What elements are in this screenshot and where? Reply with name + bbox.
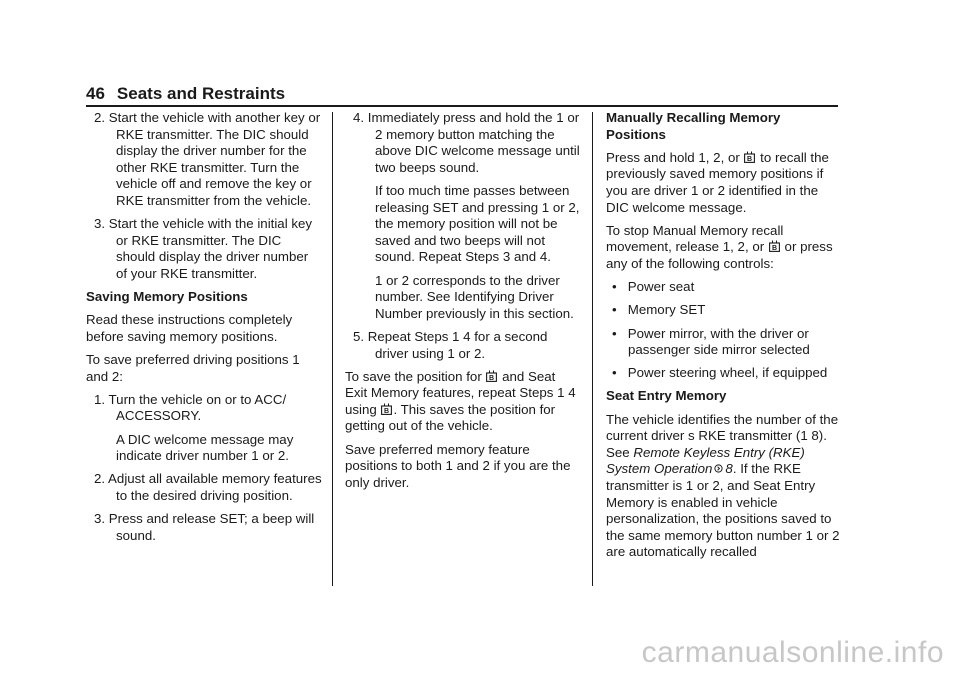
bullet-item <box>606 326 842 359</box>
column-2 <box>345 110 581 498</box>
svg-text:B: B <box>771 245 777 253</box>
text: and Seat Exit Memory features, repeat Steps 1 4 using <box>345 368 576 417</box>
step-note: 1 or 2 corresponds to the driver number. See Identifying Driver Number previously in this section. <box>375 272 574 321</box>
bullet-text: Power steering wheel, if equipped <box>627 365 828 381</box>
svg-text:B: B <box>747 155 753 163</box>
watermark: carmanualsonline.info <box>641 636 944 669</box>
paragraph: To save preferred driving positions 1 and 2: <box>86 352 300 384</box>
bullet-text: Power seat <box>627 279 695 295</box>
heading-saving-memory: Saving Memory Positions <box>86 289 248 305</box>
text: to recall the previously saved memory positions if you are driver 1 or 2 identified in the DIC welcome message. <box>606 149 829 215</box>
bullet-text: Memory SET <box>627 302 706 318</box>
page-header <box>86 84 285 104</box>
text: To stop Manual Memory recall movement, release 1, 2, or <box>606 222 784 255</box>
bullet-icon: • <box>612 302 617 318</box>
step-4: 4. Immediately press and hold the 1 or 2 memory button matching the above DIC welcome message until two beeps sound. <box>353 110 580 175</box>
header-rule <box>86 105 838 107</box>
step-3: 3. Start the vehicle with the initial key or RKE transmitter. The DIC should display the driver number of your RKE transmitter. <box>94 216 313 281</box>
text: . This saves the position for getting out of the vehicle. <box>345 401 556 434</box>
heading-seat-entry-memory: Seat Entry Memory <box>606 388 727 404</box>
column-1 <box>86 110 322 551</box>
memory-b-button-icon <box>486 370 497 382</box>
bullet-item <box>606 365 842 382</box>
paragraph-stop-recall <box>606 223 842 273</box>
section-title: Seats and Restraints <box>116 84 286 103</box>
page-number: 46 <box>86 84 105 103</box>
cross-reference-link[interactable]: Remote Keyless Entry (RKE) System Operation <box>606 444 805 477</box>
bullet-item <box>606 302 842 319</box>
step-5: 5. Repeat Steps 1 4 for a second driver using 1 or 2. <box>353 328 548 361</box>
text: To save the position for <box>345 368 486 384</box>
bullet-icon: • <box>612 279 617 295</box>
heading-manual-recall: Manually Recalling Memory Positions <box>606 110 781 142</box>
memory-b-button-icon <box>769 240 780 252</box>
step-2: 2. Start the vehicle with another key or RKE transmitter. The DIC should display the driver number for the other RKE transmitter. Turn the vehicle off and remove the key or RKE transmitter from the vehicle. <box>94 110 321 208</box>
step-1: 1. Turn the vehicle on or to ACC/ ACCESSORY. <box>94 391 287 424</box>
paragraph: Save preferred memory feature positions to both 1 and 2 if you are the only driver. <box>345 441 571 490</box>
svg-text:B: B <box>384 407 390 415</box>
bullet-item <box>606 279 842 296</box>
text: . If the RKE transmitter is 1 or 2, and Seat Entry Memory is enabled in vehicle personalization, the positions saved to the same memory button number 1 or 2 are automatically recalled <box>606 461 840 560</box>
step-note: If too much time passes between releasing SET and pressing 1 or 2, the memory position will not be saved and two beeps will not sound. Repeat Steps 3 and 4. <box>375 182 580 265</box>
text: The vehicle identifies the number of the current driver s RKE transmitter (1 8). See <box>606 411 839 460</box>
page-reference-icon <box>714 464 723 473</box>
bullet-icon: • <box>612 365 617 381</box>
column-3 <box>606 110 842 568</box>
paragraph: Read these instructions completely before saving memory positions. <box>86 312 293 344</box>
column-divider <box>332 112 333 586</box>
paragraph-press-hold <box>606 150 842 216</box>
step-3: 3. Press and release SET; a beep will sound. <box>94 511 315 543</box>
memory-b-button-icon <box>381 403 392 415</box>
bullet-text: Power mirror, with the driver or passenger side mirror selected <box>627 325 810 358</box>
step-note: A DIC welcome message may indicate driver number 1 or 2. <box>116 431 294 464</box>
text: or press any of the following controls: <box>606 239 833 271</box>
paragraph-exit-memory <box>345 369 581 435</box>
bullet-icon: • <box>612 325 617 341</box>
paragraph-seat-entry <box>606 412 842 561</box>
svg-text:B: B <box>489 374 495 382</box>
memory-b-button-icon <box>744 151 755 163</box>
text: Press and hold 1, 2, or <box>606 149 744 165</box>
page-reference-number: 8 <box>725 461 733 477</box>
column-divider <box>592 112 593 586</box>
step-2: 2. Adjust all available memory features to the desired driving position. <box>94 471 322 504</box>
